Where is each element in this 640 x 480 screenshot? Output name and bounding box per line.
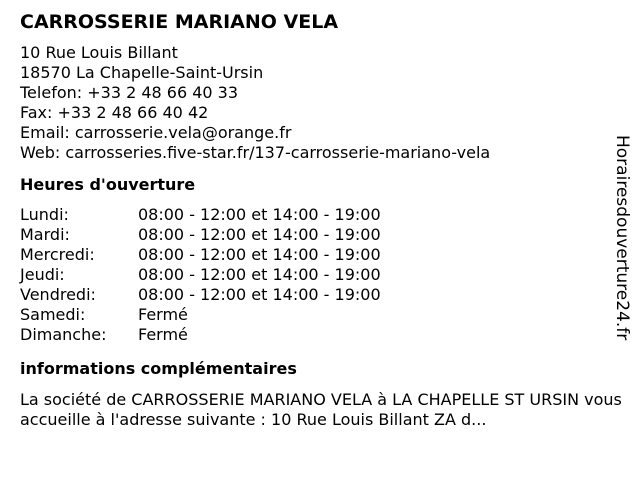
street-address: 10 Rue Louis Billant <box>20 43 178 62</box>
website-url: Web: carrosseries.five-star.fr/137-carrosserie-mariano-vela <box>20 143 491 162</box>
additional-info-heading: informations complémentaires <box>20 359 297 378</box>
hours-row-monday <box>20 205 610 225</box>
day-label: Lundi: <box>20 205 69 224</box>
hours-row-tuesday <box>20 225 610 245</box>
contact-block <box>20 43 610 163</box>
day-label: Samedi: <box>20 305 86 324</box>
time-value: 08:00 - 12:00 et 14:00 - 19:00 <box>138 245 381 264</box>
opening-hours-table <box>20 205 610 345</box>
day-label: Mardi: <box>20 225 70 244</box>
city-address: 18570 La Chapelle-Saint-Ursin <box>20 63 264 82</box>
day-label: Jeudi: <box>20 265 65 284</box>
time-value: Fermé <box>138 305 188 324</box>
time-value: 08:00 - 12:00 et 14:00 - 19:00 <box>138 205 381 224</box>
hours-row-thursday <box>20 265 610 285</box>
time-value: 08:00 - 12:00 et 14:00 - 19:00 <box>138 285 381 304</box>
day-label: Dimanche: <box>20 325 107 344</box>
business-name: CARROSSERIE MARIANO VELA <box>20 11 339 33</box>
time-value: 08:00 - 12:00 et 14:00 - 19:00 <box>138 265 381 284</box>
additional-info-text: La société de CARROSSERIE MARIANO VELA à LA CHAPELLE ST URSIN vous accueille à l'adresse suivante : 10 Rue Louis Billant ZA d... <box>20 390 622 429</box>
day-label: Mercredi: <box>20 245 95 264</box>
fax-number: Fax: +33 2 48 66 40 42 <box>20 103 209 122</box>
time-value: 08:00 - 12:00 et 14:00 - 19:00 <box>138 225 381 244</box>
hours-row-sunday <box>20 325 610 345</box>
email-address: Email: carrosserie.vela@orange.fr <box>20 123 292 142</box>
opening-hours-heading: Heures d'ouverture <box>20 175 196 194</box>
phone-number: Telefon: +33 2 48 66 40 33 <box>20 83 239 102</box>
site-watermark: Horairesdouverture24.fr <box>612 135 632 341</box>
day-label: Vendredi: <box>20 285 96 304</box>
time-value: Fermé <box>138 325 188 344</box>
hours-row-wednesday <box>20 245 610 265</box>
hours-row-friday <box>20 285 610 305</box>
hours-row-saturday <box>20 305 610 325</box>
